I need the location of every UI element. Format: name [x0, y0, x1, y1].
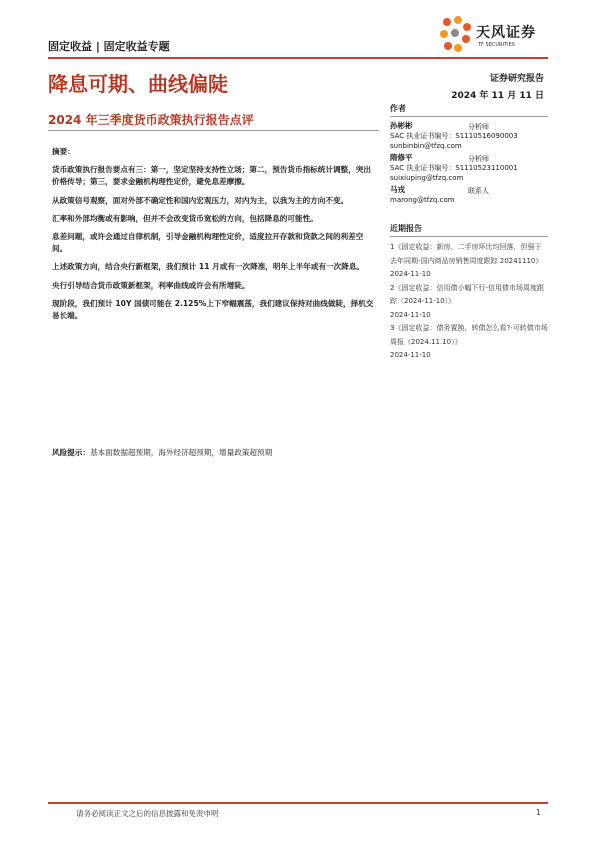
author-name: 马戎	[390, 185, 405, 194]
author-role: 联系人	[468, 187, 489, 195]
page-title: 降息可期、曲线偏陡	[48, 72, 228, 96]
abstract-label: 摘要：	[52, 147, 75, 156]
author-entry	[390, 153, 548, 183]
body-paragraph: 央行引导结合货币政策新框架，利率曲线或许会有所增陡。	[52, 280, 250, 290]
author-email[interactable]: suixiuping@tfzq.com	[390, 174, 464, 182]
recent-report-item[interactable]	[390, 322, 548, 363]
risk-text: 基本面数据超预期，海外经济超预期，增量政策超预期	[89, 448, 273, 457]
author-role: 分析师	[468, 123, 489, 131]
recent-report-item[interactable]	[390, 282, 548, 323]
recent-report-title[interactable]: 3《固定收益：债务置换，转债怎么看?-可转债市场周报（2024.11.10）》	[390, 324, 548, 346]
body-paragraph: 上述政策方向，结合央行新框架，我们预计 11 月或有一次降准，明年上半年或有一次降息。	[52, 262, 365, 272]
report-category: 固定收益 | 固定收益专题	[48, 40, 170, 53]
author-role: 分析师	[468, 155, 489, 163]
page-number: 1	[536, 808, 541, 817]
author-entry	[390, 185, 548, 205]
footer-rule	[48, 802, 548, 804]
recent-reports-section	[390, 224, 548, 363]
recent-rule	[390, 236, 548, 237]
authors-rule	[390, 116, 548, 117]
footer-disclaimer: 请务必阅读正文之后的信息披露和免责申明	[76, 809, 219, 818]
risk-warning	[52, 447, 272, 458]
author-email[interactable]: marong@tfzq.com	[390, 196, 455, 204]
recent-report-date: 2024-11-10	[390, 310, 431, 319]
body-paragraph: 货币政策执行报告要点有三：第一，坚定坚持支持性立场；第二，预告货币指标统计调整，突出价格传导；第三，要求金融机构理性定价，避免息差摩擦。	[52, 165, 371, 187]
author-email[interactable]: sunbinbin@tfzq.com	[390, 142, 462, 150]
abstract-body	[52, 146, 378, 328]
recent-report-date: 2024-11-10	[390, 270, 431, 278]
recent-report-title[interactable]: 2《固定收益：信用债小幅下行-信用债市场周度跟踪（2024-11-10）》	[390, 283, 544, 305]
recent-heading: 近期报告	[390, 224, 422, 233]
subtitle-rule	[48, 130, 379, 131]
author-entry	[390, 121, 548, 151]
page-subtitle: 2024 年三季度货币政策执行报告点评	[48, 113, 254, 127]
report-type: 证券研究报告	[489, 74, 544, 84]
author-cert: SAC 执业证书编号：S1110516090003	[390, 132, 518, 140]
body-paragraph: 从政策信号观察，面对外部不确定性和国内宏观压力，对内为主，以我为主的方向不变。	[52, 195, 349, 205]
author-name: 隋修平	[390, 153, 413, 162]
report-date: 2024 年 11 月 11 日	[451, 91, 544, 101]
logo-mark-icon	[438, 16, 474, 56]
body-paragraph: 息差问题，或许会通过自律机制，引导金融机构理性定价，适度拉开存款和贷款之间的利差空间。	[52, 232, 364, 254]
logo-subtitle: TF SECURITIES	[478, 42, 515, 48]
logo-name: 天风证券	[476, 25, 536, 41]
body-paragraph: 汇率和外部均衡或有影响，但并不会改变货币宽松的方向，包括降息的可能性。	[52, 213, 318, 223]
authors-heading: 作者	[390, 104, 406, 113]
header-rule	[48, 57, 548, 59]
recent-report-title[interactable]: 1《固定收益：新房、二手房环比均回落，但强于去年同期-国内商品房销售周度跟踪 20241110》	[390, 243, 543, 265]
recent-report-item[interactable]	[390, 241, 548, 282]
author-cert: SAC 执业证书编号：S1110523110001	[390, 164, 518, 172]
company-logo	[438, 16, 548, 56]
author-name: 孙彬彬	[390, 121, 413, 130]
body-paragraph: 现阶段，我们预计 10Y 国债可能在 2.125%上下窄幅震荡，我们建议保持对曲线做陡，择机交易长端。	[52, 298, 374, 321]
risk-label: 风险提示：	[52, 448, 90, 457]
recent-report-date: 2024-11-10	[390, 351, 431, 359]
authors-section	[390, 104, 548, 205]
